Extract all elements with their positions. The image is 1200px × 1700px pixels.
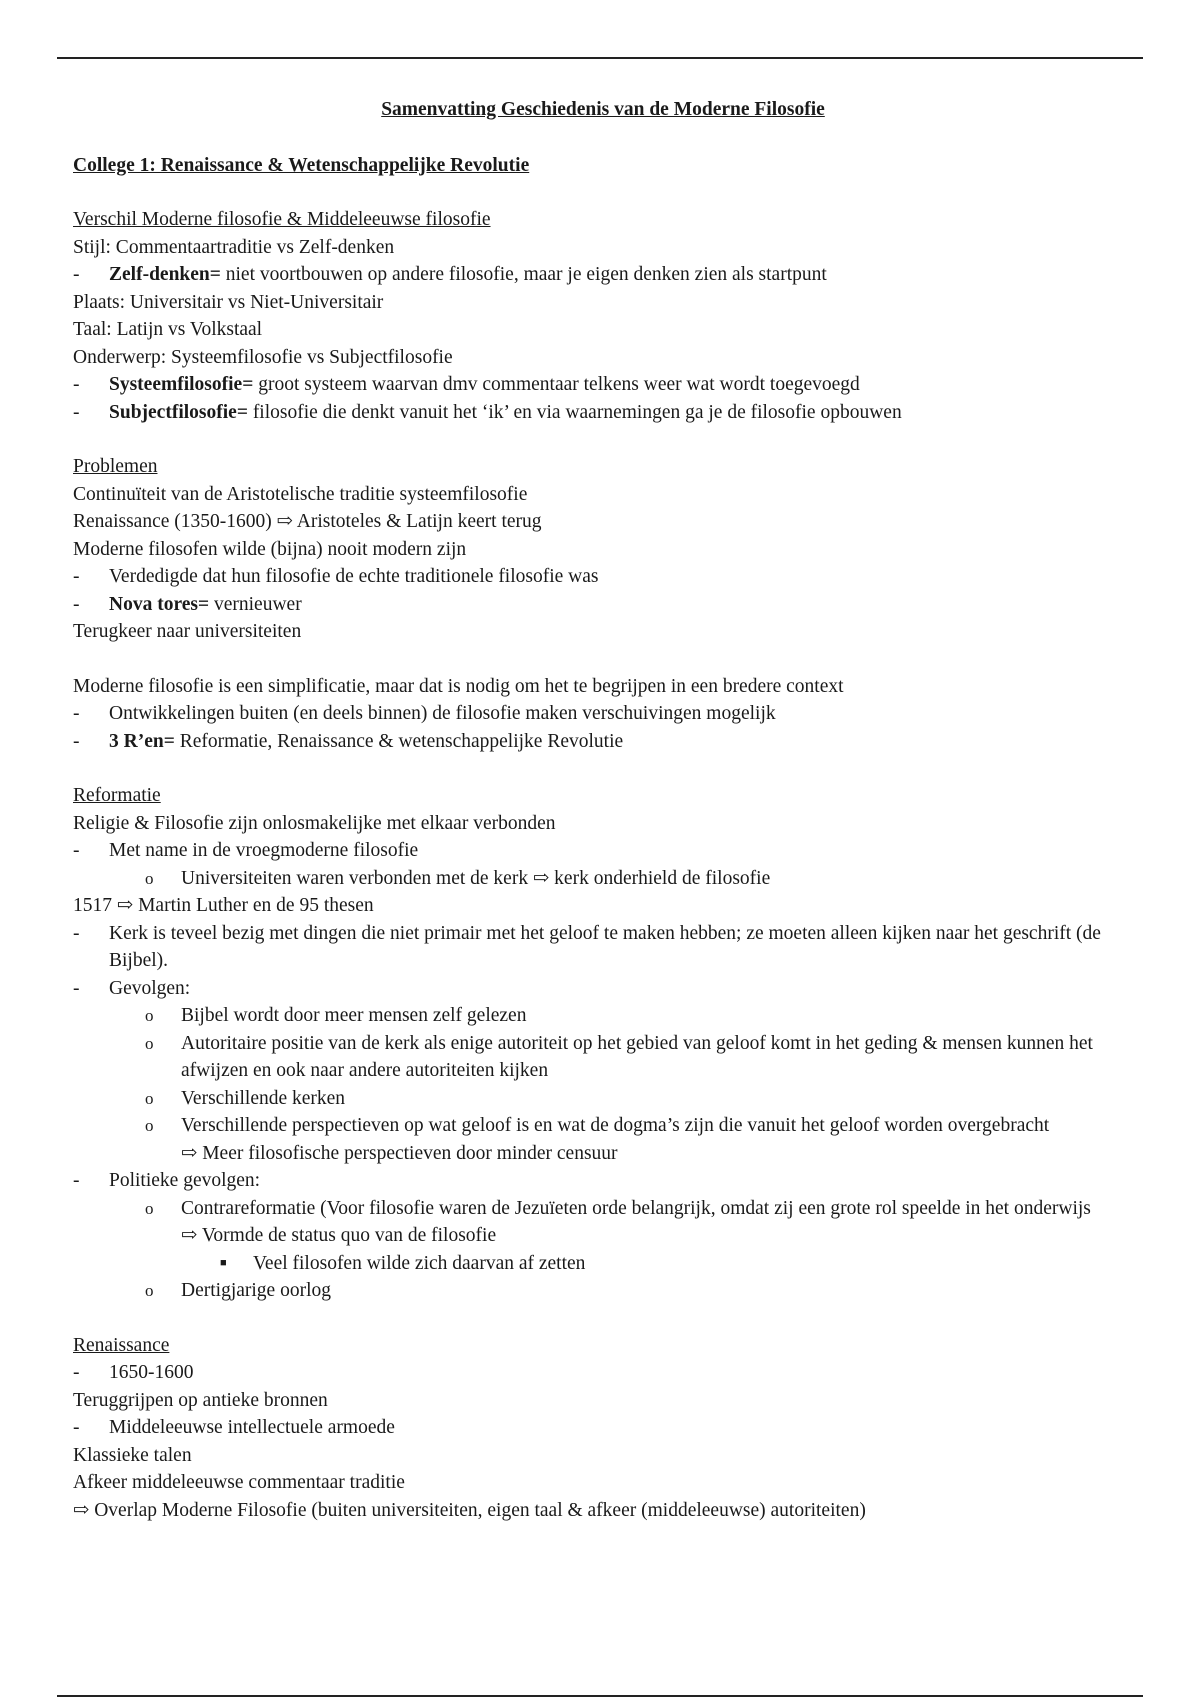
dash-marker: - [73, 593, 80, 615]
subbullet-text: Contrareformatie (Voor filosofie waren de Jezuïeten orde belangrijk, omdat zij een grote rol speelde in het onderwijs [181, 1197, 1091, 1219]
document-title: Samenvatting Geschiedenis van de Moderne Filosofie [381, 99, 825, 120]
text-1517: 1517 ⇨ Martin Luther en de 95 thesen [73, 895, 374, 916]
dash-marker: - [73, 977, 80, 999]
circle-marker: o [145, 1281, 154, 1300]
arrow-line-censuur: ⇨ Meer filosofische perspectieven door minder censuur [181, 1142, 618, 1164]
paragraph-gap [73, 426, 1133, 453]
text-onderwerp: Onderwerp: Systeemfilosofie vs Subjectfilosofie [73, 346, 453, 368]
dash-marker: - [73, 566, 80, 587]
subbullet-text: Verschillende perspectieven op wat geloof is en wat de dogma’s zijn die vanuit het geloof worden overgebracht [181, 1115, 1050, 1136]
term-nova-tores: Nova tores= [109, 593, 210, 615]
bullet-text: Middeleeuwse intellectuele armoede [109, 1417, 395, 1438]
subbullet-verschillende-kerken [73, 1085, 1133, 1113]
text-moderne-filosofen: Moderne filosofen wilde (bijna) nooit modern zijn [73, 538, 467, 560]
text-plaats: Plaats: Universitair vs Niet-Universitair [73, 291, 384, 313]
bullet-systeemfilosofie [73, 371, 1133, 399]
subbullet-text: Universiteiten waren verbonden met de kerk ⇨ kerk onderhield de filosofie [181, 867, 771, 889]
text-afkeer: Afkeer middeleeuwse commentaar traditie [73, 1472, 405, 1493]
text-klassieke-talen: Klassieke talen [73, 1444, 192, 1466]
subbullet-text: Dertigjarige oorlog [181, 1280, 331, 1301]
bullet-text: Politieke gevolgen: [109, 1170, 261, 1191]
paragraph-gap [73, 646, 1133, 673]
dash-marker: - [73, 730, 80, 752]
text-overlap: ⇨ Overlap Moderne Filosofie (buiten universiteiten, eigen taal & afkeer (middeleeuwse) autoriteiten) [73, 1499, 866, 1521]
subbullet-text: Autoritaire positie van de kerk als enige autoriteit op het gebied van geloof komt in het geding & mensen kunnen het afwijzen en ook naar andere autoriteiten kijken [181, 1032, 1093, 1081]
subbullet-autoritaire-positie [73, 1030, 1133, 1085]
circle-marker: o [145, 1088, 154, 1108]
circle-marker: o [145, 868, 154, 888]
bullet-text: Gevolgen: [109, 977, 191, 999]
definition-systeemfilosofie: groot systeem waarvan dmv commentaar telkens weer wat wordt toegevoegd [253, 374, 860, 395]
subheading-problemen: Problemen [73, 456, 158, 477]
dash-marker: - [73, 1362, 80, 1383]
bullet-met-name [73, 837, 1133, 865]
definition-3-ren: Reformatie, Renaissance & wetenschappelijke Revolutie [174, 730, 624, 752]
square-marker: ■ [220, 1256, 227, 1269]
subsubbullet-text: Veel filosofen wilde zich daarvan af zetten [253, 1252, 586, 1274]
bullet-text: Kerk is teveel bezig met dingen die niet primair met het geloof te maken hebben; ze moeten alleen kijken naar het geschrift (de Bijbel). [109, 922, 1101, 971]
section-title-college-1: College 1: Renaissance & Wetenschappelijke Revolutie [73, 154, 530, 176]
bullet-armoede [73, 1414, 1133, 1442]
text-teruggrijpen: Teruggrijpen op antieke bronnen [73, 1389, 328, 1411]
circle-marker: o [145, 1116, 154, 1135]
text-renaissance-dates: Renaissance (1350-1600) ⇨ Aristoteles & Latijn keert terug [73, 511, 542, 532]
bullet-verdedigde [73, 563, 1133, 591]
bullet-nova-tores [73, 591, 1133, 619]
document-body [73, 96, 1133, 1524]
dash-marker: - [73, 374, 80, 395]
bullet-text: Met name in de vroegmoderne filosofie [109, 840, 419, 861]
subbullet-perspectieven [73, 1112, 1133, 1140]
subheading-renaissance: Renaissance [73, 1334, 170, 1356]
bullet-1650-1600 [73, 1359, 1133, 1387]
bullet-text: Ontwikkelingen buiten (en deels binnen) de filosofie maken verschuivingen mogelijk [109, 703, 776, 724]
dash-marker: - [73, 401, 80, 423]
definition-subjectfilosofie: filosofie die denkt vanuit het ‘ik’ en via waarnemingen ga je de filosofie opbouwen [247, 401, 902, 423]
dash-marker: - [73, 264, 80, 285]
circle-marker: o [145, 1033, 154, 1053]
dash-marker: - [73, 1170, 80, 1191]
text-taal: Taal: Latijn vs Volkstaal [73, 319, 263, 340]
bullet-subjectfilosofie [73, 399, 1133, 427]
bullet-kerk-teveel [73, 920, 1133, 975]
term-systeemfilosofie: Systeemfilosofie= [109, 374, 254, 395]
bullet-politieke-gevolgen [73, 1167, 1133, 1195]
definition-nova-tores: vernieuwer [209, 593, 302, 615]
definition-zelf-denken: niet voortbouwen op andere filosofie, maar je eigen denken zien als startpunt [220, 264, 827, 285]
bullet-3-ren [73, 728, 1133, 756]
text-stijl: Stijl: Commentaartraditie vs Zelf-denken [73, 236, 395, 258]
text-simplificatie: Moderne filosofie is een simplificatie, maar dat is nodig om het te begrijpen in een bredere context [73, 675, 844, 697]
top-border-line [57, 57, 1143, 59]
dash-marker: - [73, 922, 80, 944]
paragraph-gap [73, 1305, 1133, 1332]
circle-marker: o [145, 1198, 154, 1218]
subheading-verschil: Verschil Moderne filosofie & Middeleeuwse filosofie [73, 209, 491, 230]
subbullet-universiteiten [73, 865, 1133, 893]
bullet-text: 1650-1600 [109, 1362, 194, 1383]
subsubbullet-filosofen [73, 1250, 1133, 1278]
dash-marker: - [73, 1417, 80, 1438]
bullet-text: Verdedigde dat hun filosofie de echte traditionele filosofie was [109, 566, 599, 587]
bottom-border-line [57, 1695, 1143, 1697]
text-religie: Religie & Filosofie zijn onlosmakelijke met elkaar verbonden [73, 812, 556, 834]
subbullet-text: Bijbel wordt door meer mensen zelf gelezen [181, 1005, 527, 1026]
paragraph-gap [73, 755, 1133, 782]
bullet-gevolgen [73, 975, 1133, 1003]
term-subjectfilosofie: Subjectfilosofie= [109, 401, 248, 423]
bullet-zelf-denken [73, 261, 1133, 289]
subbullet-contrareformatie [73, 1195, 1133, 1223]
bullet-ontwikkelingen [73, 700, 1133, 728]
subbullet-bijbel [73, 1002, 1133, 1030]
dash-marker: - [73, 840, 80, 861]
subbullet-text: Verschillende kerken [181, 1087, 346, 1109]
arrow-line-status-quo: ⇨ Vormde de status quo van de filosofie [181, 1225, 497, 1246]
text-continuiteit: Continuïteit van de Aristotelische traditie systeemfilosofie [73, 483, 528, 505]
term-zelf-denken: Zelf-denken= [109, 264, 221, 285]
subheading-reformatie: Reformatie [73, 785, 161, 806]
text-terugkeer: Terugkeer naar universiteiten [73, 621, 302, 642]
circle-marker: o [145, 1006, 154, 1025]
term-3-ren: 3 R’en= [109, 730, 175, 752]
dash-marker: - [73, 703, 80, 724]
subbullet-dertigjarige-oorlog [73, 1277, 1133, 1305]
